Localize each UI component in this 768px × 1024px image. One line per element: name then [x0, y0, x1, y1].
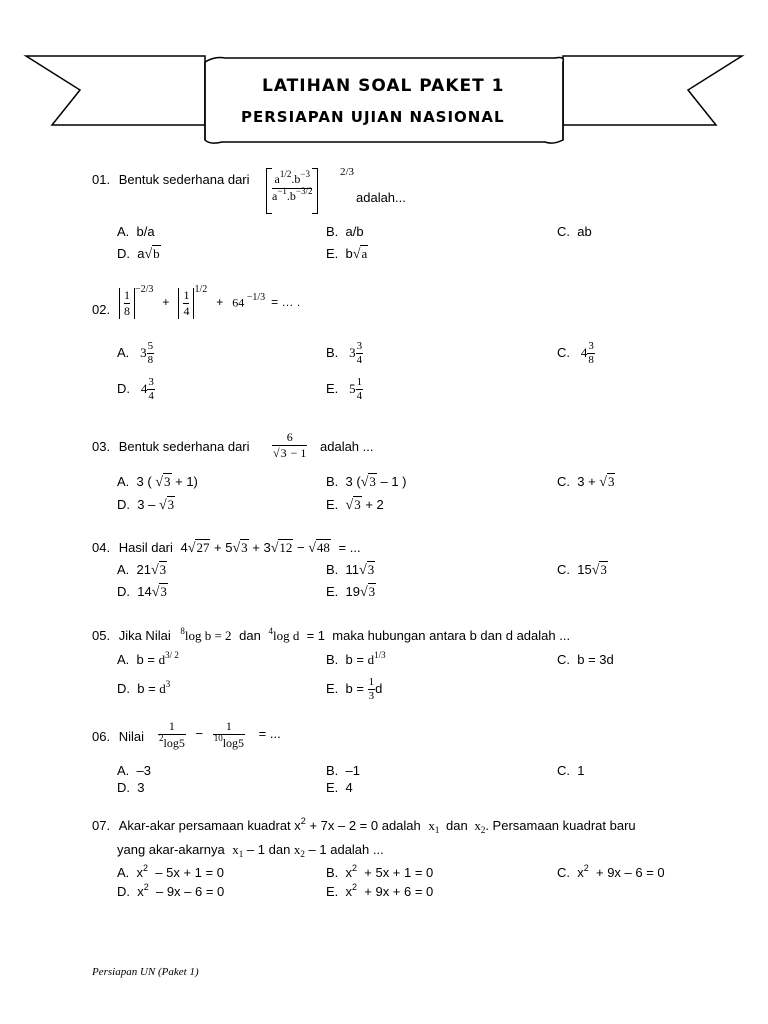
option-e[interactable]: E. √3 + 2 [326, 497, 384, 513]
option-e[interactable]: E. b = $\frac{1}{3}$ d [326, 676, 383, 702]
option-d[interactable]: D. $b = d^3$ [117, 679, 171, 696]
question-number: 05. [92, 628, 111, 643]
question-text: Jika Nilai [118, 628, 171, 643]
q06-expression: $\frac{1}{^2\log 5}$ − $\frac{1}{^{10}\log 5}$ = ... [159, 719, 281, 750]
question-suffix: adalah ... [320, 439, 374, 454]
question-06 [92, 729, 144, 744]
question-number: 06. [92, 729, 111, 744]
question-number: 04. [92, 540, 111, 555]
option-a[interactable]: A. $b = d^{3/ 2}$ [117, 650, 179, 667]
option-b[interactable]: B. 11√3 [326, 562, 375, 578]
option-b[interactable]: B. $b = d^{1/3}$ [326, 650, 386, 667]
q02-expression: $\frac{1}{8}$ $^{-2/3}$ + $\frac{1}{4}$ $^{1/2}$ + 64 $^{-1/3}$ = … . [119, 288, 300, 319]
option-c[interactable]: C. ab [557, 224, 592, 239]
option-d[interactable]: D. 3 [117, 780, 145, 795]
question-02 [92, 302, 110, 317]
question-number: 07. [92, 818, 111, 833]
option-e[interactable]: E. b√a [326, 246, 368, 262]
option-a[interactable]: A. 21√3 [117, 562, 167, 578]
question-suffix: adalah... [356, 190, 406, 205]
option-a[interactable]: A. –3 [117, 763, 151, 778]
option-c[interactable]: C. b = 3d [557, 652, 614, 667]
question-text: Hasil dari [118, 540, 173, 555]
page-title: LATIHAN SOAL PAKET 1 [262, 76, 505, 96]
option-e[interactable]: E. 5 $\frac{1}{4}$ [326, 376, 363, 402]
option-a[interactable]: A. 3 ( √3 + 1) [117, 474, 198, 490]
question-number: 02. [92, 302, 111, 317]
question-number: 01. [92, 172, 111, 187]
option-e[interactable]: E. 19√3 [326, 584, 376, 600]
question-number: 03. [92, 439, 111, 454]
q01-exponent: 2/3 [340, 166, 355, 178]
option-a[interactable]: A. 3 $\frac{5}{8}$ [117, 340, 154, 366]
question-text: Bentuk sederhana dari [118, 439, 250, 454]
question-05: 05. Jika Nilai $^8$log b = 2 dan $^4$log d = 1 maka hubungan antara b dan d adalah ... [92, 626, 571, 643]
question-07-line2: yang akar-akarnya $x_1 - 1$ dan $x_2 - 1$ adalah ... [117, 842, 384, 859]
option-b[interactable]: B. –1 [326, 763, 360, 778]
page-subtitle: PERSIAPAN UJIAN NASIONAL [241, 108, 505, 126]
option-c[interactable]: C. 4 $\frac{3}{8}$ [557, 340, 594, 366]
q03-fraction: $\frac{6}{√3 - 1}$ [273, 430, 307, 460]
option-d[interactable]: D. 4 $\frac{3}{4}$ [117, 376, 154, 402]
option-d[interactable]: D. 14√3 [117, 584, 167, 600]
option-a[interactable]: A. $x^2 - 5x + 1 = 0$ [117, 863, 224, 880]
q01-expression: $a^{1/2}.b^{-3}$ $a^{-1}.b^{-3/2}$ [266, 168, 318, 214]
question-01 [92, 172, 250, 187]
question-03 [92, 439, 250, 454]
question-text: Bentuk sederhana dari [118, 172, 250, 187]
page-footer: Persiapan UN (Paket 1) [92, 966, 199, 978]
option-b[interactable]: B. 3 (√3 – 1 ) [326, 474, 407, 490]
option-c[interactable]: C. 3 + √3 [557, 474, 615, 490]
question-04: 04. Hasil dari 4√27 + 5√3 + 3√12 − √48 = ... [92, 540, 361, 556]
option-e[interactable]: E. $x^2 + 9x + 6 = 0$ [326, 882, 434, 899]
option-c[interactable]: C. 15√3 [557, 562, 607, 578]
question-text: Nilai [118, 729, 144, 744]
option-c[interactable]: C. $x^2 + 9x - 6 = 0$ [557, 863, 665, 880]
option-d[interactable]: D. $x^2 - 9x - 6 = 0$ [117, 882, 225, 899]
question-07: 07. Akar-akar persamaan kuadrat $x^2 + 7x - 2 = 0$ adalah $x_1$ dan $x_2$. Persamaan kuadrat baru [92, 816, 636, 835]
option-e[interactable]: E. 4 [326, 780, 353, 795]
option-d[interactable]: D. a√b [117, 246, 160, 262]
option-b[interactable]: B. $x^2 + 5x + 1 = 0$ [326, 863, 434, 880]
option-a[interactable]: A. b/a [117, 224, 155, 239]
option-b[interactable]: B. a/b [326, 224, 364, 239]
option-d[interactable]: D. 3 – √3 [117, 497, 175, 513]
option-b[interactable]: B. 3 $\frac{3}{4}$ [326, 340, 363, 366]
option-c[interactable]: C. 1 [557, 763, 585, 778]
